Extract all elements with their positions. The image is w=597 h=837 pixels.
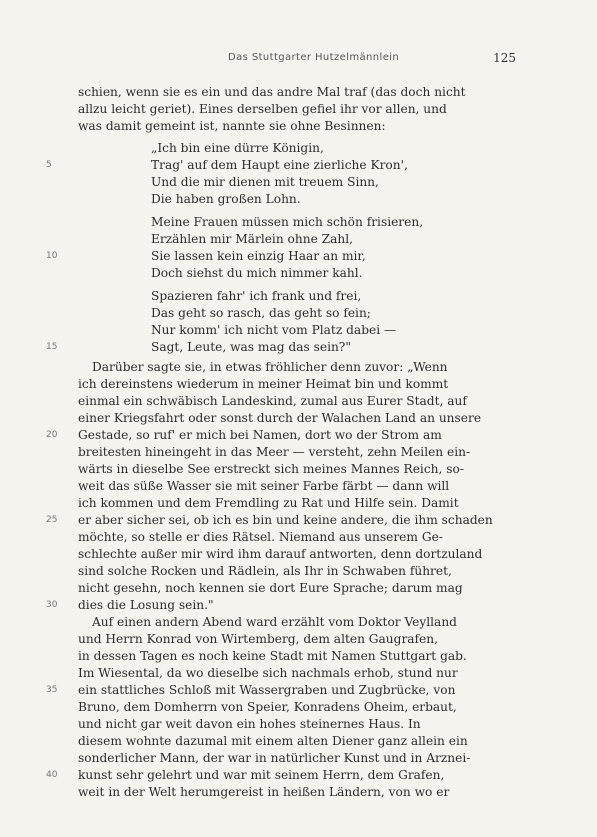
text-line: und nicht gar weit davon ein hohes steinernes Haus. In bbox=[78, 717, 421, 731]
line-number: 10 bbox=[46, 251, 58, 261]
text-line: Auf einen andern Abend ward erzählt vom Doktor Veylland bbox=[92, 615, 457, 629]
verse-line: Trag' auf dem Haupt eine zierliche Kron', bbox=[151, 158, 408, 172]
text-line: ein stattliches Schloß mit Wassergraben und Zugbrücke, von bbox=[78, 683, 456, 697]
text-line: einmal ein schwäbisch Landeskind, zumal aus Eurer Stadt, auf bbox=[78, 394, 467, 408]
text-line: Gestade, so ruf' er mich bei Namen, dort wo der Strom am bbox=[78, 428, 442, 442]
text-line: und Herrn Konrad von Wirtemberg, dem alten Gaugrafen, bbox=[78, 632, 438, 646]
text-line: sind solche Rocken und Rädlein, als Ihr in Schwaben führet, bbox=[78, 564, 452, 578]
text-line: Im Wiesental, da wo dieselbe sich nachmals erhob, stund nur bbox=[78, 666, 458, 680]
running-title: Das Stuttgarter Hutzelmännlein bbox=[228, 52, 400, 63]
text-line: kunst sehr gelehrt und war mit seinem Herrn, dem Grafen, bbox=[78, 768, 445, 782]
verse-line: Doch siehst du mich nimmer kahl. bbox=[151, 266, 363, 280]
verse-line: „Ich bin eine dürre Königin, bbox=[151, 141, 324, 155]
line-number: 30 bbox=[46, 600, 58, 610]
verse-line: Spazieren fahr' ich frank und frei, bbox=[151, 289, 362, 303]
text-line: weit in der Welt herumgereist in heißen Ländern, von wo er bbox=[78, 785, 450, 799]
line-number: 20 bbox=[46, 430, 58, 440]
line-number: 40 bbox=[46, 770, 58, 780]
line-number: 35 bbox=[46, 685, 58, 695]
text-line: nicht gesehn, noch kennen sie dort Eure Sprache; darum mag bbox=[78, 581, 463, 595]
text-line: allzu leicht geriet). Eines derselben gefiel ihr vor allen, und bbox=[78, 102, 447, 116]
line-number: 25 bbox=[46, 515, 58, 525]
text-line: sonderlicher Mann, der war in natürlicher Kunst und in Arznei- bbox=[78, 751, 471, 765]
text-line: dies die Losung sein." bbox=[78, 598, 214, 612]
text-line: weit das süße Wasser sie mit seiner Farbe färbt — dann will bbox=[78, 479, 450, 493]
text-line: einer Kriegsfahrt oder sonst durch der Walachen Land an unsere bbox=[78, 411, 482, 425]
text-line: schien, wenn sie es ein und das andre Mal traf (das doch nicht bbox=[78, 85, 466, 99]
text-line: möchte, so stelle er dies Rätsel. Niemand aus unserem Ge- bbox=[78, 530, 443, 544]
page-header bbox=[78, 52, 528, 68]
text-line: Bruno, dem Domherrn von Speier, Konradens Oheim, erbaut, bbox=[78, 700, 457, 714]
verse-line: Und die mir dienen mit treuem Sinn, bbox=[151, 175, 379, 189]
text-line: Darüber sagte sie, in etwas fröhlicher denn zuvor: „Wenn bbox=[92, 360, 448, 374]
text-line: schlechte außer mir wird ihm darauf antworten, denn dortzuland bbox=[78, 547, 483, 561]
verse-line: Die haben großen Lohn. bbox=[151, 192, 301, 206]
text-line: was damit gemeint ist, nannte sie ohne Besinnen: bbox=[78, 119, 386, 133]
verse-line: Nur komm' ich nicht vom Platz dabei — bbox=[151, 323, 397, 337]
verse-line: Das geht so rasch, das geht so fein; bbox=[151, 306, 371, 320]
text-line: in dessen Tagen es noch keine Stadt mit Namen Stuttgart gab. bbox=[78, 649, 467, 663]
page-number: 125 bbox=[493, 51, 516, 65]
verse-line: Sie lassen kein einzig Haar an mir, bbox=[151, 249, 366, 263]
text-line: er aber sicher sei, ob ich es bin und keine andere, die ihm schaden bbox=[78, 513, 493, 527]
verse-line: Sagt, Leute, was mag das sein?" bbox=[151, 340, 351, 354]
verse-line: Meine Frauen müssen mich schön frisieren, bbox=[151, 215, 424, 229]
text-line: ich kommen und dem Fremdling zu Rat und Hilfe sein. Damit bbox=[78, 496, 459, 510]
text-line: ich dereinstens wiederum in meiner Heimat bin und kommt bbox=[78, 377, 449, 391]
text-line: wärts in dieselbe See erstreckt sich meines Mannes Reich, so- bbox=[78, 462, 464, 476]
line-number: 5 bbox=[46, 160, 52, 170]
text-line: diesem wohnte dazumal mit einem alten Diener ganz allein ein bbox=[78, 734, 468, 748]
text-line: breitesten hineingeht in das Meer — versteht, zehn Meilen ein- bbox=[78, 445, 471, 459]
line-number: 15 bbox=[46, 342, 58, 352]
verse-line: Erzählen mir Märlein ohne Zahl, bbox=[151, 232, 354, 246]
